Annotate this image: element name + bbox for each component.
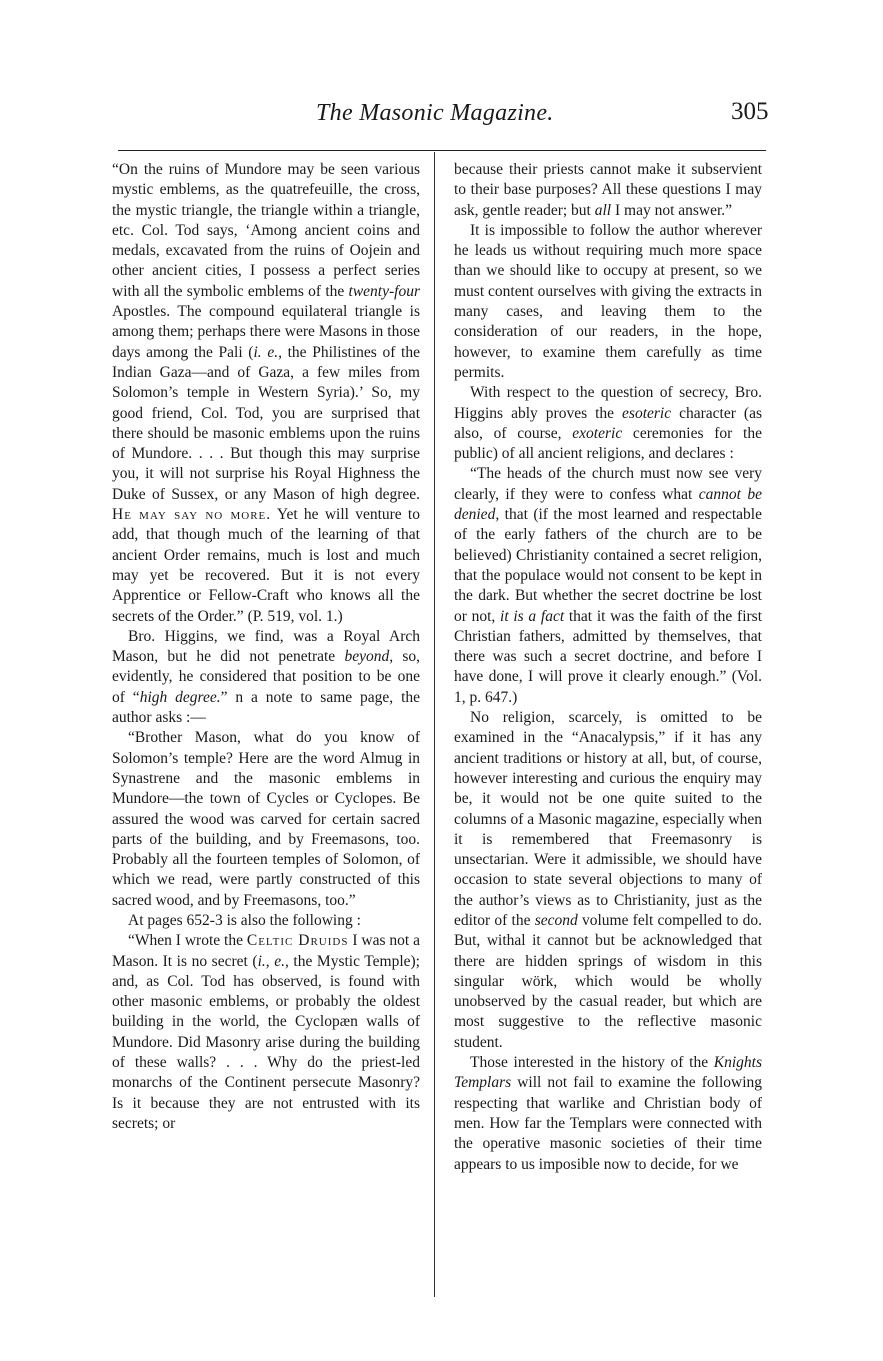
text-run: “On the ruins of Mundore may be seen various mystic emblems, as the quatrefeuille, the cross, the mystic triangle, the triangle within a triangle, etc. Col. Tod says, ‘Among ancient coins and medals, excavated from the ruins of Oojein and other ancient cities, I possess a perfect series with all the symbolic emblems of the: [112, 161, 420, 300]
left-paragraph-5: [112, 931, 420, 1134]
emphasis-text: cannot be denied,: [454, 485, 762, 524]
emphasis-text: twenty-four: [348, 282, 420, 300]
running-title: The Masonic Magazine.: [316, 100, 554, 126]
emphasis-text: esoteric: [622, 404, 672, 422]
text-run: ” n a note to same page, the author asks :—: [112, 688, 421, 727]
left-paragraph-2: [112, 627, 420, 728]
text-run: will not fail to examine the following respecting that warlike and Christian body of men. How far the Templars were connected with the operative masonic societies of their time appears to us imposible now to decide, for we: [454, 1074, 762, 1173]
left-paragraph-3: “Brother Mason, what do you know of Solomon’s temple? Here are the word Almug in Synastrene and the masonic emblems in Mundore—the town of Cycles or Cyclopes. Be assured the wood was carved for certain sacred parts of the building, and by Freemasons, too. Probably all the fourteen temples of Solomon, of which we read, were partly constructed of this sacred wood, and by Freemasons, too.”: [112, 729, 420, 909]
column-divider: [434, 152, 435, 1297]
text-run: ceremonies for the public) of all ancient religions, and declares :: [454, 424, 762, 463]
emphasis-text: second: [534, 911, 578, 929]
left-column: [112, 160, 420, 1134]
text-run: I was not a Mason. It is no secret (: [112, 932, 421, 970]
emphasis-text: high degree.: [139, 688, 221, 706]
text-run: Yet he will venture to add, that though much of the learning of that ancient Order remains, much is lost and much may yet be recovered. But it is not every Apprentice or Fellow-Craft who knows all the secrets of the Order.” (P. 519, vol. 1.): [112, 506, 420, 625]
emphasis-text: all: [594, 201, 612, 219]
page-header: [0, 92, 883, 136]
emphasis-text: exoteric: [572, 424, 623, 442]
text-run: Those interested in the history of the: [470, 1054, 714, 1072]
text-run: the Mystic Temple); and, as Col. Tod has observed, is found with other masonic emblems, or probably the oldest building in the world, the Cyclopæn walls of Mundore. Did Masonry arise during the building of these walls? . . . Why do the priest-led monarchs of the Continent persecute Masonry? Is it because they are not entrusted with its secrets; or: [112, 952, 420, 1132]
header-rule: [118, 150, 766, 151]
page-number: 305: [731, 98, 769, 125]
text-run: Apostles. The compound equilateral triangle is among them; perhaps there were Masons in those days among the Pali (: [112, 303, 420, 361]
text-run: character (as also, of course,: [454, 404, 762, 442]
emphasis-text: beyond,: [344, 648, 394, 666]
emphasis-text: i., e.,: [257, 952, 289, 970]
text-run: because their priests cannot make it subservient to their base purposes? All these questions I may ask, gentle reader; but: [454, 161, 762, 219]
text-run: I may not answer.”: [611, 201, 733, 219]
right-paragraph-1: [454, 160, 762, 221]
right-paragraph-5: [454, 708, 762, 1053]
emphasis-text: Knights Templars: [454, 1054, 762, 1092]
text-run: so, evidently, he considered that position to be one of “: [112, 648, 420, 706]
small-caps-text: He may say no more.: [112, 506, 272, 524]
right-paragraph-4: [454, 464, 762, 708]
text-run: With respect to the question of secrecy, Bro. Higgins ably proves the: [454, 384, 762, 422]
right-paragraph-3: [454, 383, 762, 464]
right-paragraph-2: It is impossible to follow the author wherever he leads us without requiring much more space than we should like to occupy at present, so we must content ourselves with giving the extracts in many cases, and leaving them to the consideration of our readers, in the hope, however, to examine them carefully as time permits.: [454, 221, 762, 381]
emphasis-text: i. e.,: [253, 343, 282, 361]
right-paragraph-6: [454, 1053, 762, 1175]
emphasis-text: it is a fact: [500, 607, 565, 625]
text-run: volume felt compelled to do. But, withal it cannot but be acknowledged that there are hidden springs of wisdom in this singular wörk, which would be wholly unobserved by the casual reader, but which are most suggestive to the reflective masonic student.: [454, 911, 762, 1051]
text-run: “When I wrote the: [128, 932, 247, 950]
text-run: No religion, scarcely, is omitted to be examined in the “Anacalypsis,” if it has any ancient traditions or history at all, but, of course, however interesting and curious the enquiry may be, it would not be one quite suited to the columns of a Masonic magazine, especially when it is remembered that Freemasonry is unsectarian. Were it admissible, we should have occasion to state several objections to many of the author’s views as to Christianity, just as the editor of the: [454, 709, 762, 929]
text-run: that (if the most learned and respectable of the early fathers of the church are to be believed) Christianity contained a secret religion, that the populace would not consent to be kept in the dark. But whether the secret doctrine be lost or not,: [454, 506, 762, 625]
text-run: that it was the faith of the first Christian fathers, admitted by themselves, that there was such a secret doctrine, and before I have done, I will prove it clearly enough.” (Vol. 1, p. 647.): [454, 607, 762, 706]
left-paragraph-4: At pages 652-3 is also the following :: [128, 911, 361, 929]
left-paragraph-1: [112, 160, 420, 627]
text-run: the Philistines of the Indian Gaza—and of Gaza, a few miles from Solomon’s temple in Western Syria).’ So, my good friend, Col. Tod, you are surprised that there should be masonic emblems upon the ruins of Mundore. . . . But though this may surprise you, it will not surprise his Royal Highness the Duke of Sussex, or any Mason of high degree.: [112, 343, 420, 503]
small-caps-text: Celtic Druids: [246, 932, 349, 950]
text-run: Bro. Higgins, we find, was a Royal Arch Mason, but he did not penetrate: [112, 627, 420, 666]
text-run: “The heads of the church must now see very clearly, if they were to confess what: [454, 465, 762, 503]
right-column: [454, 160, 762, 1175]
